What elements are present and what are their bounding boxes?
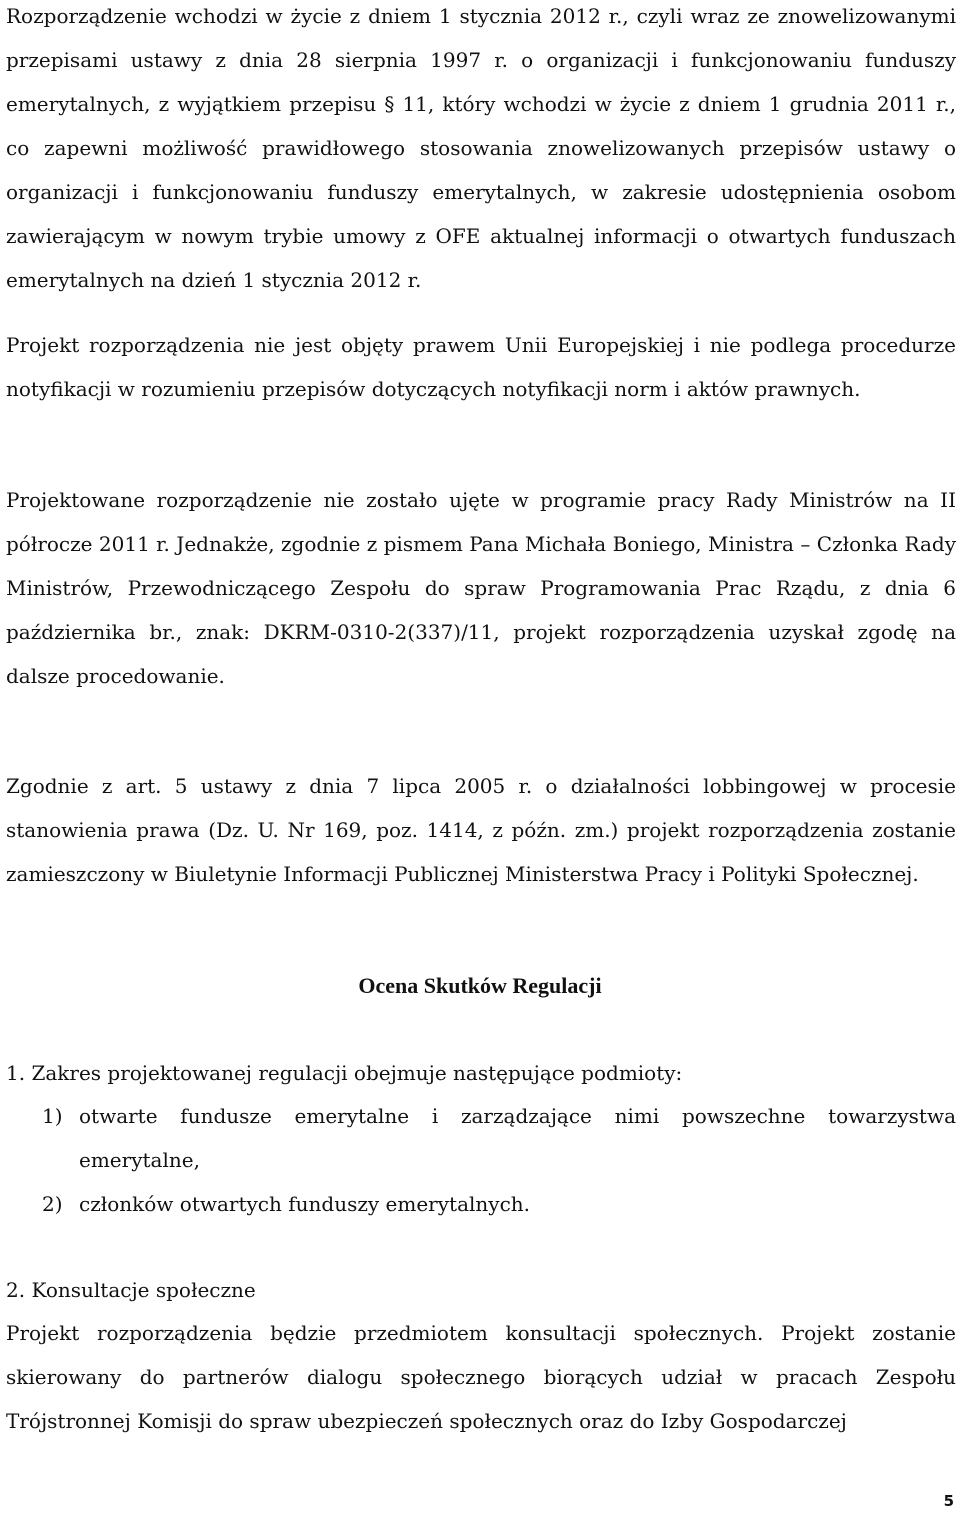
list-item-text: otwarte fundusze emerytalne i zarządzające nimi powszechne towarzystwa emerytalne, <box>79 1104 956 1172</box>
list-item-text: członków otwartych funduszy emerytalnych. <box>79 1192 531 1216</box>
section-2-title: 2. Konsultacje społeczne <box>6 1278 256 1302</box>
list-item-number: 2) <box>42 1192 63 1216</box>
list-item-number: 1) <box>42 1104 63 1128</box>
paragraph-consultations: Projekt rozporządzenia będzie przedmiotem konsultacji społecznych. Projekt zostanie skierowany do partnerów dialogu społecznego biorących udział w pracach Zespołu Trójstronnej Komisji do spraw ubezpieczeń społecznych oraz do Izby Gospodarczej <box>6 1321 956 1433</box>
paragraph-entry-into-force: Rozporządzenie wchodzi w życie z dniem 1 stycznia 2012 r., czyli wraz ze znowelizowanymi przepisami ustawy z dnia 28 sierpnia 1997 r. o organizacji i funkcjonowaniu funduszy emerytalnych, z wyjątkiem przepisu § 11, który wchodzi w życie z dniem 1 grudnia 2011 r., co zapewni możliwość prawidłowego stosowania znowelizowanych przepisów ustawy o organizacji i funkcjonowaniu funduszy emerytalnych, w zakresie udostępnienia osobom zawierającym w nowym trybie umowy z OFE aktualnej informacji o otwartych funduszach emerytalnych na dzień 1 stycznia 2012 r. <box>6 4 956 292</box>
section-1-title: 1. Zakres projektowanej regulacji obejmuje następujące podmioty: <box>6 1061 683 1085</box>
page-number: 5 <box>943 1492 954 1510</box>
section-heading: Ocena Skutków Regulacji <box>358 973 602 998</box>
paragraph-work-programme: Projektowane rozporządzenie nie zostało ujęte w programie pracy Rady Ministrów na II półrocze 2011 r. Jednakże, zgodnie z pismem Pana Michała Boniego, Ministra – Członka Rady Ministrów, Przewodniczącego Zespołu do spraw Programowania Prac Rządu, z dnia 6 października br., znak: DKRM-0310-2(337)/11, projekt rozporządzenia uzyskał zgodę na dalsze procedowanie. <box>6 488 956 688</box>
paragraph-eu-law: Projekt rozporządzenia nie jest objęty prawem Unii Europejskiej i nie podlega procedurze notyfikacji w rozumieniu przepisów dotyczących notyfikacji norm i aktów prawnych. <box>6 333 956 401</box>
subjects-list <box>6 1094 956 1226</box>
list-item <box>6 1094 956 1182</box>
list-item <box>6 1182 956 1226</box>
paragraph-lobbying: Zgodnie z art. 5 ustawy z dnia 7 lipca 2005 r. o działalności lobbingowej w procesie stanowienia prawa (Dz. U. Nr 169, poz. 1414, z późn. zm.) projekt rozporządzenia zostanie zamieszczony w Biuletynie Informacji Publicznej Ministerstwa Pracy i Polityki Społecznej. <box>6 774 956 886</box>
